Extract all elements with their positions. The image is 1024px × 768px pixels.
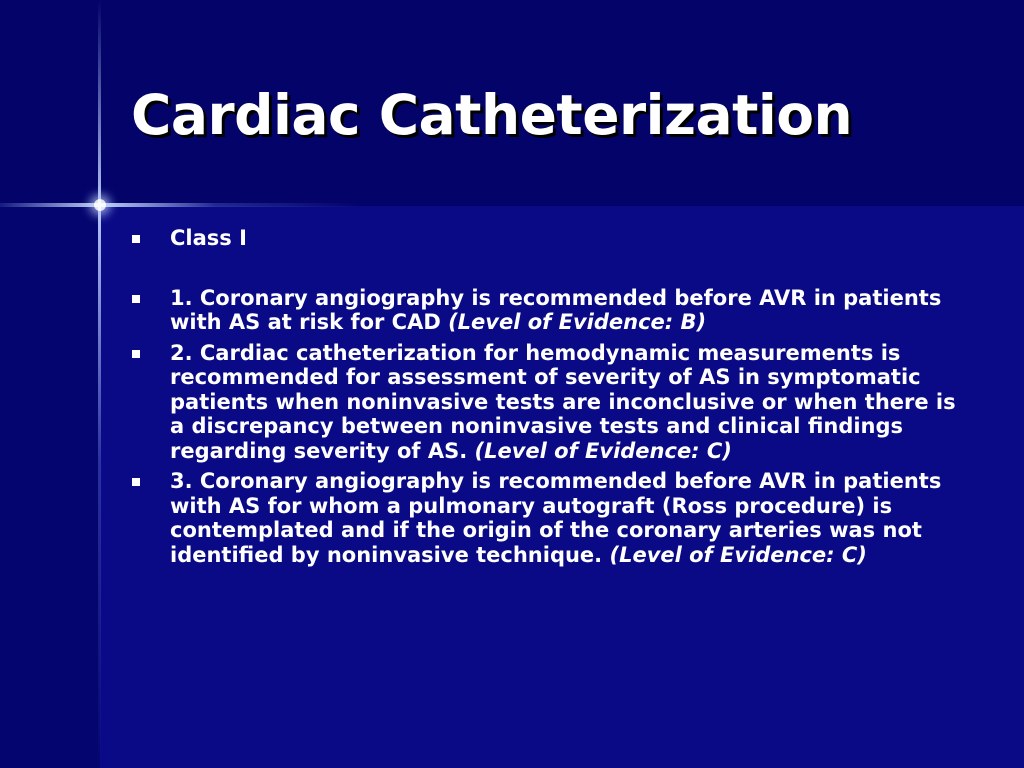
list-item-text: 1. Coronary angiography is recommended before AVR in patients with AS at risk for CAD: [170, 285, 942, 334]
list-item-recommendation-1: [130, 286, 960, 335]
square-bullet-icon: [132, 295, 140, 303]
vertical-glow-line: [98, 0, 101, 768]
square-bullet-icon: [132, 478, 140, 486]
list-item-class-i: [130, 226, 960, 251]
bullet-list: [130, 226, 960, 573]
square-bullet-icon: [132, 350, 140, 358]
square-bullet-icon: [132, 235, 140, 243]
left-band: [0, 206, 100, 768]
sparkle-icon: [94, 199, 106, 211]
list-item-text: Class I: [170, 226, 247, 250]
horizontal-glow-line: [0, 203, 360, 207]
evidence-level: (Level of Evidence: C): [609, 542, 867, 567]
evidence-level: (Level of Evidence: B): [448, 310, 707, 334]
list-item-text: 3. Coronary angiography is recommended before AVR in patients with AS for whom a pulmonary autograft (Ross procedure) is contemplated and if the origin of the coronary arteries was not identified by noninvasive technique.: [170, 469, 942, 567]
slide-title: Cardiac Catheterization: [131, 83, 853, 147]
list-item-text: 2. Cardiac catheterization for hemodynamic measurements is recommended for assessment of severity of AS in symptomatic patients when noninvasive tests are inconclusive or when there is a discrepancy between noninvasive tests and clinical findings regarding severity of AS.: [170, 340, 956, 463]
list-item-recommendation-2: [130, 341, 960, 464]
evidence-level: (Level of Evidence: C): [474, 438, 732, 463]
list-item-recommendation-3: [130, 469, 960, 567]
